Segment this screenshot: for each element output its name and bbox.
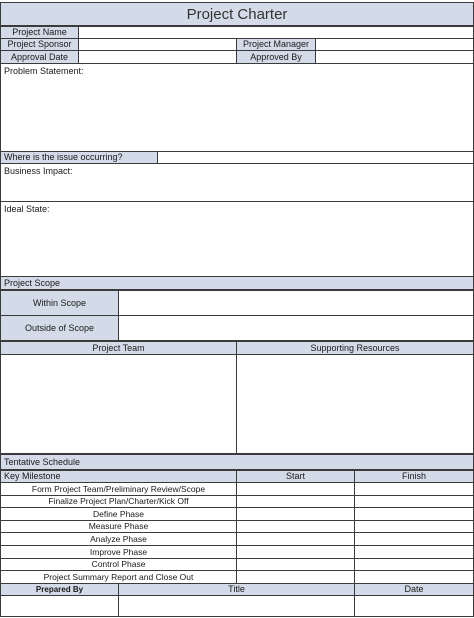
- milestone-finish-field[interactable]: [354, 532, 474, 546]
- milestone-start-field[interactable]: [236, 570, 355, 584]
- milestone-name: Finalize Project Plan/Charter/Kick Off: [0, 495, 237, 509]
- date-header: Date: [354, 583, 474, 596]
- approved-by-label: Approved By: [236, 50, 316, 64]
- milestone-finish-field[interactable]: [354, 558, 474, 572]
- milestone-start-field[interactable]: [236, 482, 355, 496]
- project-manager-label: Project Manager: [236, 38, 316, 51]
- milestone-finish-field[interactable]: [354, 507, 474, 521]
- milestone-start-field[interactable]: [236, 545, 355, 559]
- approval-date-label: Approval Date: [0, 50, 79, 64]
- milestone-name: Project Summary Report and Close Out: [0, 570, 237, 584]
- date-field[interactable]: [354, 595, 474, 617]
- milestone-name: Measure Phase: [0, 520, 237, 534]
- milestone-name: Improve Phase: [0, 545, 237, 559]
- supporting-resources-header: Supporting Resources: [236, 341, 474, 355]
- approval-date-field[interactable]: [78, 50, 237, 64]
- business-impact-label: Business Impact:: [4, 166, 73, 176]
- finish-col-header: Finish: [354, 470, 474, 483]
- milestone-start-field[interactable]: [236, 558, 355, 572]
- milestone-finish-field[interactable]: [354, 495, 474, 509]
- project-sponsor-label: Project Sponsor: [0, 38, 79, 51]
- milestone-finish-field[interactable]: [354, 570, 474, 584]
- supporting-resources-area[interactable]: [236, 354, 474, 454]
- problem-statement-label: Problem Statement:: [4, 66, 84, 76]
- prepared-by-header: Prepared By: [0, 583, 119, 596]
- project-team-area[interactable]: [0, 354, 237, 454]
- milestone-name: Analyze Phase: [0, 532, 237, 546]
- start-col-header: Start: [236, 470, 355, 483]
- outside-scope-label: Outside of Scope: [0, 315, 119, 341]
- milestone-finish-field[interactable]: [354, 545, 474, 559]
- page-title: Project Charter: [0, 2, 474, 26]
- approved-by-field[interactable]: [315, 50, 474, 64]
- milestone-name: Define Phase: [0, 507, 237, 521]
- title-header: Title: [118, 583, 355, 596]
- issue-location-label: Where is the issue occurring?: [0, 151, 158, 164]
- business-impact-area[interactable]: [0, 163, 474, 202]
- ideal-state-label: Ideal State:: [4, 204, 50, 214]
- milestone-finish-field[interactable]: [354, 482, 474, 496]
- project-name-label: Project Name: [0, 26, 79, 39]
- milestone-finish-field[interactable]: [354, 520, 474, 534]
- milestone-start-field[interactable]: [236, 495, 355, 509]
- milestone-start-field[interactable]: [236, 532, 355, 546]
- outside-scope-field[interactable]: [118, 315, 474, 341]
- tentative-schedule-header: Tentative Schedule: [0, 454, 474, 470]
- problem-statement-area[interactable]: [0, 63, 474, 152]
- milestone-start-field[interactable]: [236, 507, 355, 521]
- key-milestone-col-header: Key Milestone: [0, 470, 237, 483]
- ideal-state-area[interactable]: [0, 201, 474, 277]
- within-scope-label: Within Scope: [0, 290, 119, 316]
- milestone-name: Form Project Team/Preliminary Review/Scope: [0, 482, 237, 496]
- project-scope-header: Project Scope: [0, 276, 474, 290]
- prepared-by-field[interactable]: [0, 595, 119, 617]
- project-team-header: Project Team: [0, 341, 237, 355]
- title-field[interactable]: [118, 595, 355, 617]
- milestone-name: Control Phase: [0, 558, 237, 572]
- milestone-start-field[interactable]: [236, 520, 355, 534]
- within-scope-field[interactable]: [118, 290, 474, 316]
